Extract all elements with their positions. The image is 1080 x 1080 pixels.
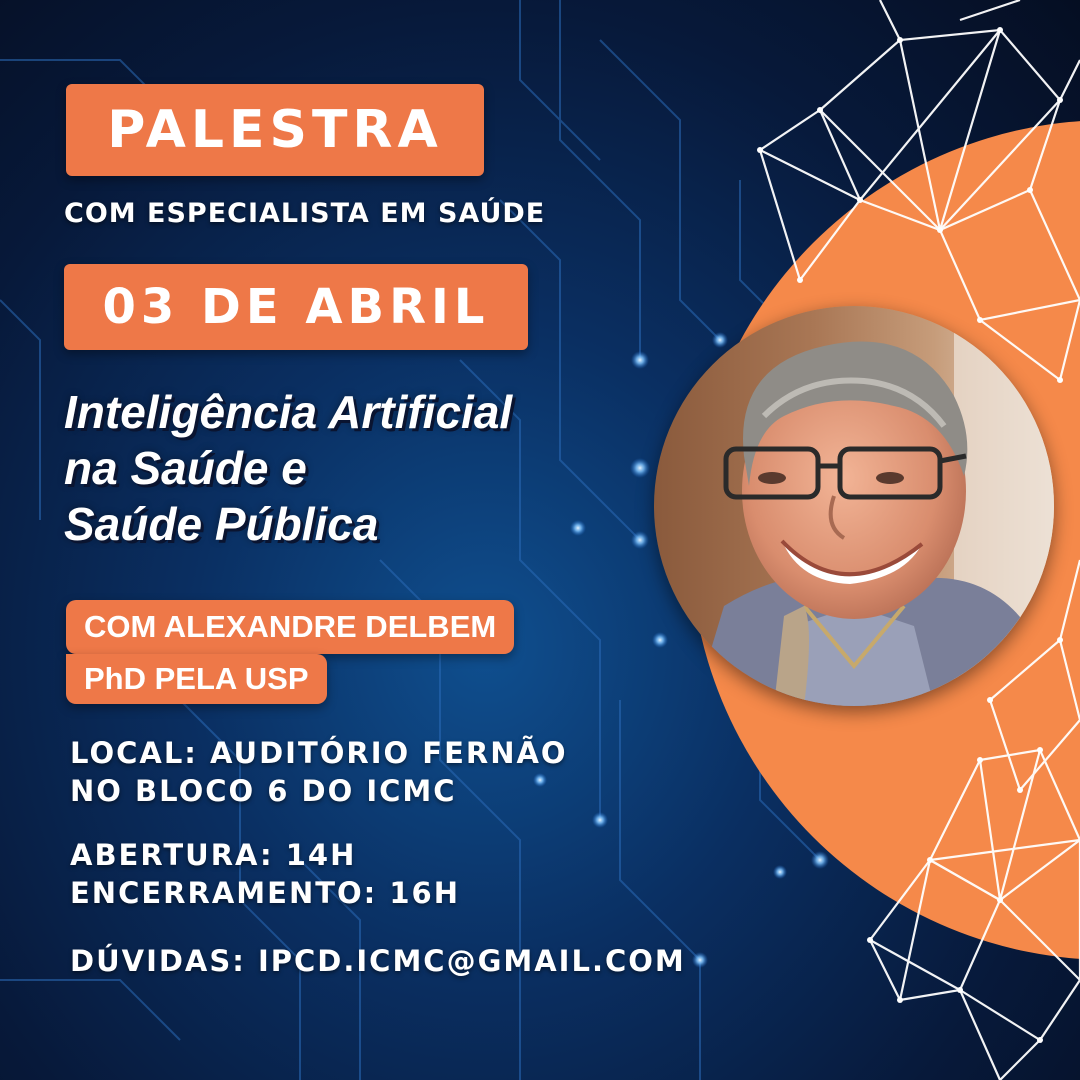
- speaker-photo: [654, 306, 1054, 706]
- event-date-badge: [64, 264, 528, 350]
- event-subtitle: COM ESPECIALISTA EM SAÚDE: [64, 198, 546, 229]
- talk-title-line: Saúde Pública: [64, 498, 379, 550]
- event-schedule: [70, 836, 460, 912]
- speaker-name-badge: [66, 600, 514, 654]
- event-location: [70, 734, 568, 810]
- closing-time: ENCERRAMENTO: 16H: [70, 876, 460, 910]
- event-type-badge: [66, 84, 484, 176]
- speaker-portrait-icon: [654, 306, 1054, 706]
- contact-email: DÚVIDAS: IPCD.ICMC@GMAIL.COM: [70, 944, 686, 978]
- event-type-label: PALESTRA: [107, 100, 443, 160]
- talk-title-line: Inteligência Artificial: [64, 386, 513, 438]
- event-date-label: 03 DE ABRIL: [102, 279, 490, 335]
- talk-title-line: na Saúde e: [64, 442, 307, 494]
- location-line: LOCAL: AUDITÓRIO FERNÃO: [70, 736, 568, 770]
- location-line: NO BLOCO 6 DO ICMC: [70, 774, 457, 808]
- talk-title: [64, 384, 512, 552]
- speaker-credential: PhD PELA USP: [84, 661, 309, 696]
- opening-time: ABERTURA: 14H: [70, 838, 357, 872]
- speaker-credential-badge: [66, 654, 327, 704]
- speaker-name: COM ALEXANDRE DELBEM: [84, 609, 497, 644]
